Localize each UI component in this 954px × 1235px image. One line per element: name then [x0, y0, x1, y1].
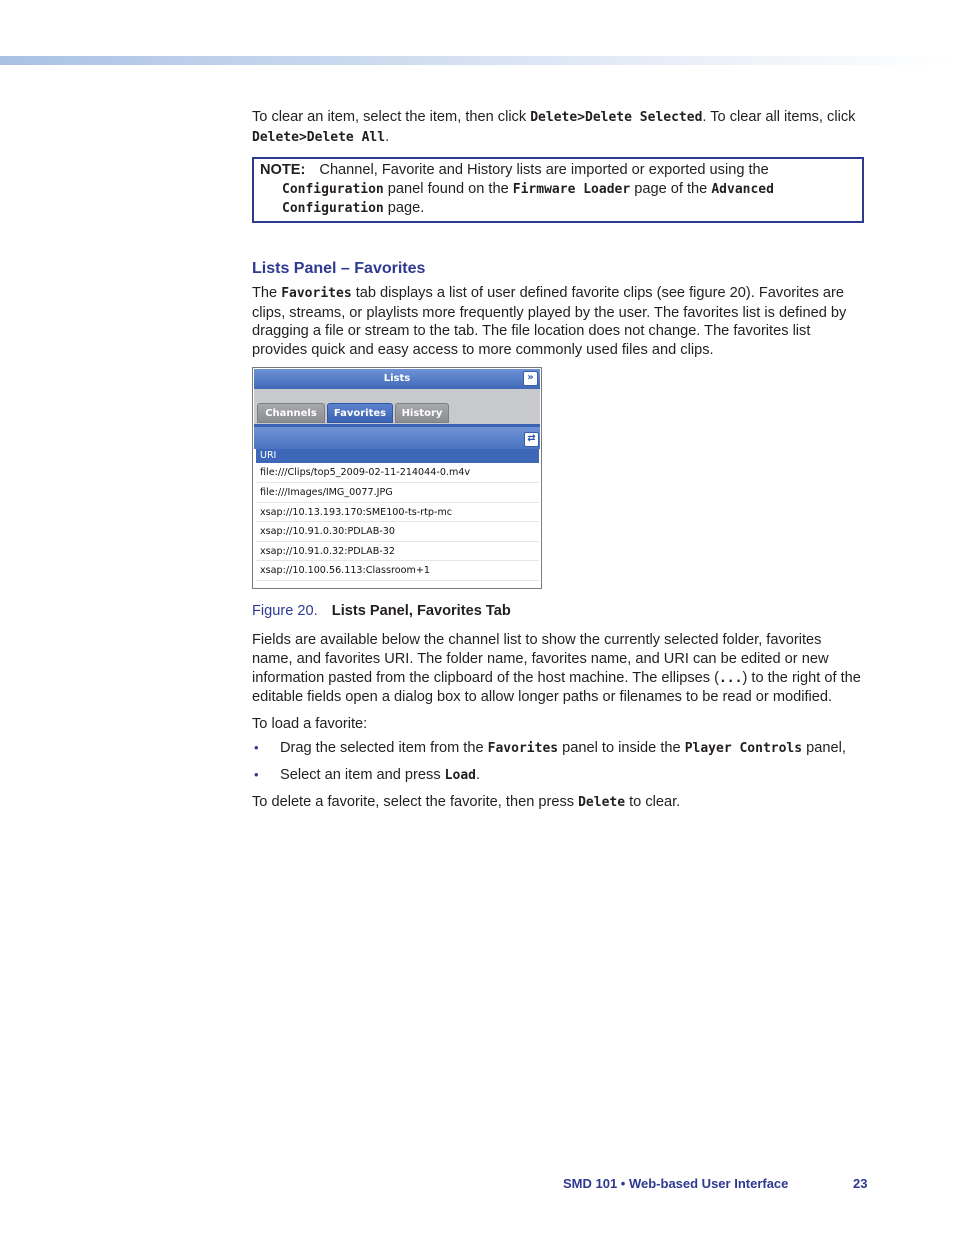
text: tab displays a list of user defined favorite clips (see figure 20). Favorites are clips, streams, or playlists more frequently played by the user. The favorites list is defined by dragging a file or stream to the tab. The file location does not change. The favorites list provides quick and easy access to more commonly used files and clips.: [252, 284, 847, 358]
term-delete: Delete: [578, 794, 626, 810]
text: .: [385, 128, 390, 145]
text: To delete a favorite, select the favorite, then press: [252, 793, 579, 810]
section-heading: Lists Panel – Favorites: [252, 259, 426, 277]
text: Fields are available below the channel list to show the currently selected folder, favorites name, and favorites URI. The folder name, favorites name, and URI can be edited or new information pasted from the clipboard of the host machine. The ellipses (: [252, 632, 829, 686]
intro-paragraph: [252, 108, 864, 147]
tab-bar: [254, 389, 540, 425]
note-text: Channel, Favorite and History lists are imported or exported using the: [319, 162, 769, 179]
double-chevron-right-icon[interactable]: »: [523, 371, 538, 386]
note-body: [260, 180, 856, 219]
text: Select an item and press: [280, 766, 445, 783]
panel-title: Lists: [254, 369, 540, 389]
tab-favorites[interactable]: Favorites: [327, 403, 393, 423]
text: ) to the right of the editable fields open a dialog box to allow longer paths or filenames to be read or modified.: [252, 669, 861, 706]
column-header-uri[interactable]: URI: [256, 449, 539, 463]
term-ellipses: ...: [718, 670, 743, 686]
footer-title: SMD 101 • Web-based User Interface: [563, 1176, 789, 1191]
text: . To clear all items, click: [702, 109, 856, 125]
header-gradient-bar: [0, 56, 954, 65]
text: to clear.: [625, 793, 681, 810]
list-item[interactable]: xsap://10.13.193.170:SME100-ts-rtp-mc: [256, 503, 539, 523]
bullet-icon: •: [254, 766, 259, 782]
note-box: [252, 157, 864, 223]
tab-channels[interactable]: Channels: [257, 403, 325, 423]
term-advanced-configuration: Advanced Configuration: [282, 181, 774, 217]
text: The: [252, 284, 282, 301]
text: To clear an item, select the item, then click: [252, 109, 531, 125]
page-content: [252, 108, 864, 812]
text: page.: [383, 200, 425, 217]
list-item: [252, 739, 864, 759]
fields-paragraph: [252, 631, 864, 706]
text: panel found on the: [383, 180, 513, 197]
load-intro: To load a favorite:: [252, 715, 368, 732]
figure-title: Lists Panel, Favorites Tab: [331, 603, 511, 620]
refresh-icon[interactable]: ⇄: [524, 432, 539, 447]
command-delete-selected: Delete>Delete Selected: [530, 110, 703, 125]
tab-history[interactable]: History: [395, 403, 449, 423]
load-steps-list: [252, 739, 864, 785]
bullet-icon: •: [254, 740, 259, 756]
term-player-controls: Player Controls: [684, 741, 803, 757]
page-number: 23: [853, 1176, 868, 1191]
term-favorites: Favorites: [487, 741, 559, 757]
list-item[interactable]: xsap://10.100.56.113:Classroom+1: [256, 561, 539, 581]
list-item[interactable]: xsap://10.91.0.30:PDLAB-30: [256, 522, 539, 542]
text: Drag the selected item from the: [280, 740, 488, 757]
term-configuration: Configuration: [282, 181, 384, 197]
list-item[interactable]: file:///Images/IMG_0077.JPG: [256, 483, 539, 503]
text: panel to inside the: [558, 740, 685, 757]
lists-panel-screenshot: [252, 367, 542, 589]
command-delete-all: Delete>Delete All: [252, 129, 386, 145]
text: panel,: [802, 740, 846, 757]
list-item[interactable]: xsap://10.91.0.32:PDLAB-32: [256, 542, 539, 562]
figure-caption: [252, 602, 864, 620]
favorites-list: [256, 463, 539, 581]
figure-number: Figure 20.: [252, 603, 318, 620]
favorites-description: [252, 284, 864, 359]
term-favorites: Favorites: [281, 285, 352, 301]
list-item[interactable]: file:///Clips/top5_2009-02-11-214044-0.m4v: [256, 463, 539, 483]
text: .: [475, 766, 481, 783]
note-label: NOTE:: [260, 162, 306, 179]
list-item: [252, 766, 864, 786]
term-firmware-loader: Firmware Loader: [512, 181, 631, 197]
delete-paragraph: [252, 793, 864, 813]
term-load: Load: [444, 767, 476, 783]
list-toolbar: [254, 427, 540, 449]
text: page of the: [630, 180, 712, 197]
